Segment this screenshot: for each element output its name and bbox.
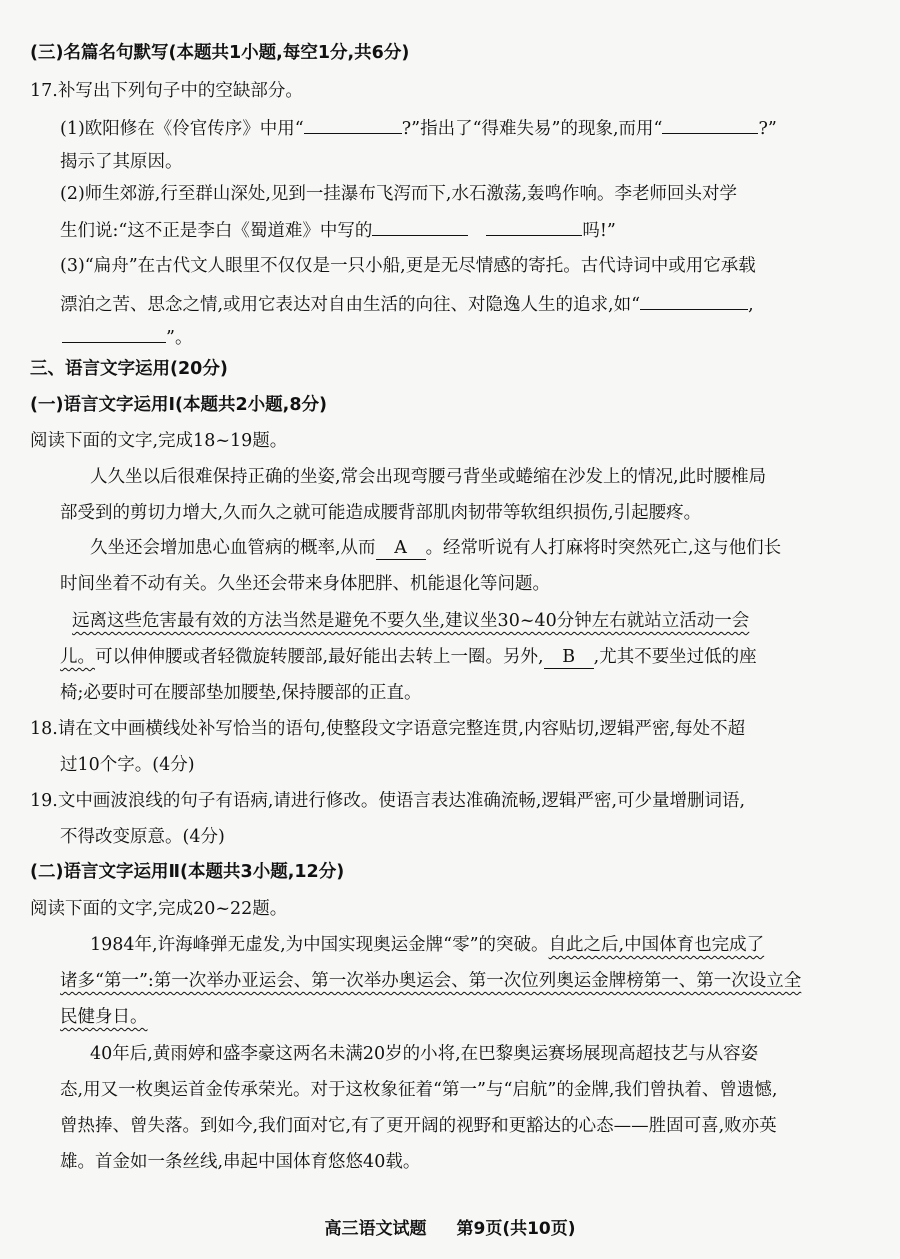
q17-3-text-c: ”。 (166, 328, 193, 348)
q17-2-text-a: 生们说:“这不正是李白《蜀道难》中写的 (60, 221, 373, 241)
q17-2-text-b: 吗!” (582, 221, 616, 241)
passage-1-line-3-text-b: 。经常听说有人打麻将时突然死亡,这与他们长 (425, 538, 782, 558)
question-17-item-3-line-3 (62, 325, 192, 349)
passage-1-line-6 (60, 646, 757, 669)
passage-2-line-2 (60, 970, 801, 992)
passage-2-line-4: 40年后,黄雨婷和盛李豪这两名未满20岁的小将,在巴黎奥运赛场展现高超技艺与从容姿 (90, 1044, 759, 1064)
passage-1-line-4: 时间坐着不动有关。久坐还会带来身体肥胖、机能退化等问题。 (60, 574, 550, 594)
passage-1-line-5 (72, 610, 749, 632)
subsection-2-header: (二)语言文字运用Ⅱ(本题共3小题,12分) (30, 862, 345, 882)
blank-b: B (544, 646, 594, 669)
passage-2-line-1-text: 1984年,许海峰弹无虚发,为中国实现奥运金牌“零”的突破。 (90, 935, 549, 955)
answer-blank[interactable] (662, 116, 758, 134)
subsection-1-header: (一)语言文字运用Ⅰ(本题共2小题,8分) (30, 395, 328, 415)
passage-2-line-1 (90, 934, 764, 956)
answer-blank[interactable] (640, 292, 748, 310)
question-17-item-3-line-2 (60, 292, 754, 316)
passage-2-line-5: 态,用又一枚奥运首金传承荣光。对于这枚象征着“第一”与“启航”的金牌,我们曾执着、曾遗憾, (60, 1080, 778, 1100)
passage-1-line-3 (90, 537, 781, 560)
part-3-header: 三、语言文字运用(20分) (30, 359, 228, 379)
q17-3-text-a: 漂泊之苦、思念之情,或用它表达对自由生活的向往、对隐逸人生的追求,如“ (60, 295, 641, 315)
wavy-underlined-sentence-end: 儿。 (60, 647, 95, 667)
question-18-line-2: 过10个字。(4分) (60, 755, 195, 775)
q17-1-text-b: ?”指出了“得难失易”的现象,而用“ (401, 119, 663, 139)
question-17-item-1-line-2: 揭示了其原因。 (60, 152, 183, 172)
q17-1-text-c: ?” (758, 119, 777, 139)
passage-1-line-1: 人久坐以后很难保持正确的坐姿,常会出现弯腰弓背坐或蜷缩在沙发上的情况,此时腰椎局 (90, 467, 767, 487)
subsection-1-intro: 阅读下面的文字,完成18~19题。 (30, 431, 288, 451)
passage-1-line-7: 椅;必要时可在腰部垫加腰垫,保持腰部的正直。 (60, 683, 422, 703)
question-19-line-2: 不得改变原意。(4分) (60, 827, 225, 847)
q17-3-text-b: , (748, 295, 754, 315)
footer-page-number: 第9页(共10页) (456, 1219, 576, 1239)
page-footer (0, 1214, 900, 1239)
question-17-item-2-line-2 (60, 218, 616, 242)
wavy-underlined-sentence: 自此之后,中国体育也完成了 (548, 935, 765, 955)
wavy-underlined-sentence: 远离这些危害最有效的方法当然是避免不要久坐,建议坐30~40分钟左右就站立活动一会 (72, 611, 750, 631)
passage-1-line-2: 部受到的剪切力增大,久而久之就可能造成腰背部肌肉韧带等软组织损伤,引起腰疼。 (60, 503, 702, 523)
question-17-item-3-line-1: (3)“扁舟”在古代文人眼里不仅仅是一只小船,更是无尽情感的寄托。古代诗词中或用它承载 (60, 256, 756, 276)
footer-title: 高三语文试题 (324, 1219, 427, 1239)
wavy-underlined-sentence-end: 民健身日。 (60, 1007, 148, 1027)
answer-blank[interactable] (486, 218, 582, 236)
question-17-item-1-line-1 (60, 116, 777, 140)
wavy-underlined-sentence-cont: 诸多“第一”:第一次举办亚运会、第一次举办奥运会、第一次位列奥运金牌榜第一、第一次设立全 (60, 971, 802, 991)
passage-2-line-3 (60, 1006, 148, 1028)
blank-a: A (376, 537, 426, 560)
passage-2-line-6: 曾热捧、曾失落。到如今,我们面对它,有了更开阔的视野和更豁达的心态——胜固可喜,败亦英 (60, 1116, 777, 1136)
answer-blank[interactable] (304, 116, 402, 134)
passage-1-line-6-text-a: 可以伸伸腰或者轻微旋转腰部,最好能出去转上一圈。另外, (95, 647, 544, 667)
subsection-2-intro: 阅读下面的文字,完成20~22题。 (30, 899, 288, 919)
passage-1-line-6-text-b: ,尤其不要坐过低的座 (593, 647, 757, 667)
passage-2-line-7: 雄。首金如一条丝线,串起中国体育悠悠40载。 (60, 1152, 421, 1172)
section-header-famous-quotes: (三)名篇名句默写(本题共1小题,每空1分,共6分) (30, 43, 410, 63)
q17-1-text-a: (1)欧阳修在《伶官传序》中用“ (60, 119, 304, 139)
answer-blank[interactable] (62, 325, 166, 343)
passage-1-line-3-text-a: 久坐还会增加患心血管病的概率,从而 (90, 538, 376, 558)
question-17-stem: 17.补写出下列句子中的空缺部分。 (30, 81, 303, 101)
question-17-item-2-line-1: (2)师生郊游,行至群山深处,见到一挂瀑布飞泻而下,水石激荡,轰鸣作响。李老师回头对学 (60, 184, 738, 204)
question-18-line-1: 18.请在文中画横线处补写恰当的语句,使整段文字语意完整连贯,内容贴切,逻辑严密,每处不超 (30, 719, 746, 739)
answer-blank[interactable] (372, 218, 468, 236)
question-19-line-1: 19.文中画波浪线的句子有语病,请进行修改。使语言表达准确流畅,逻辑严密,可少量增删词语, (30, 791, 746, 811)
